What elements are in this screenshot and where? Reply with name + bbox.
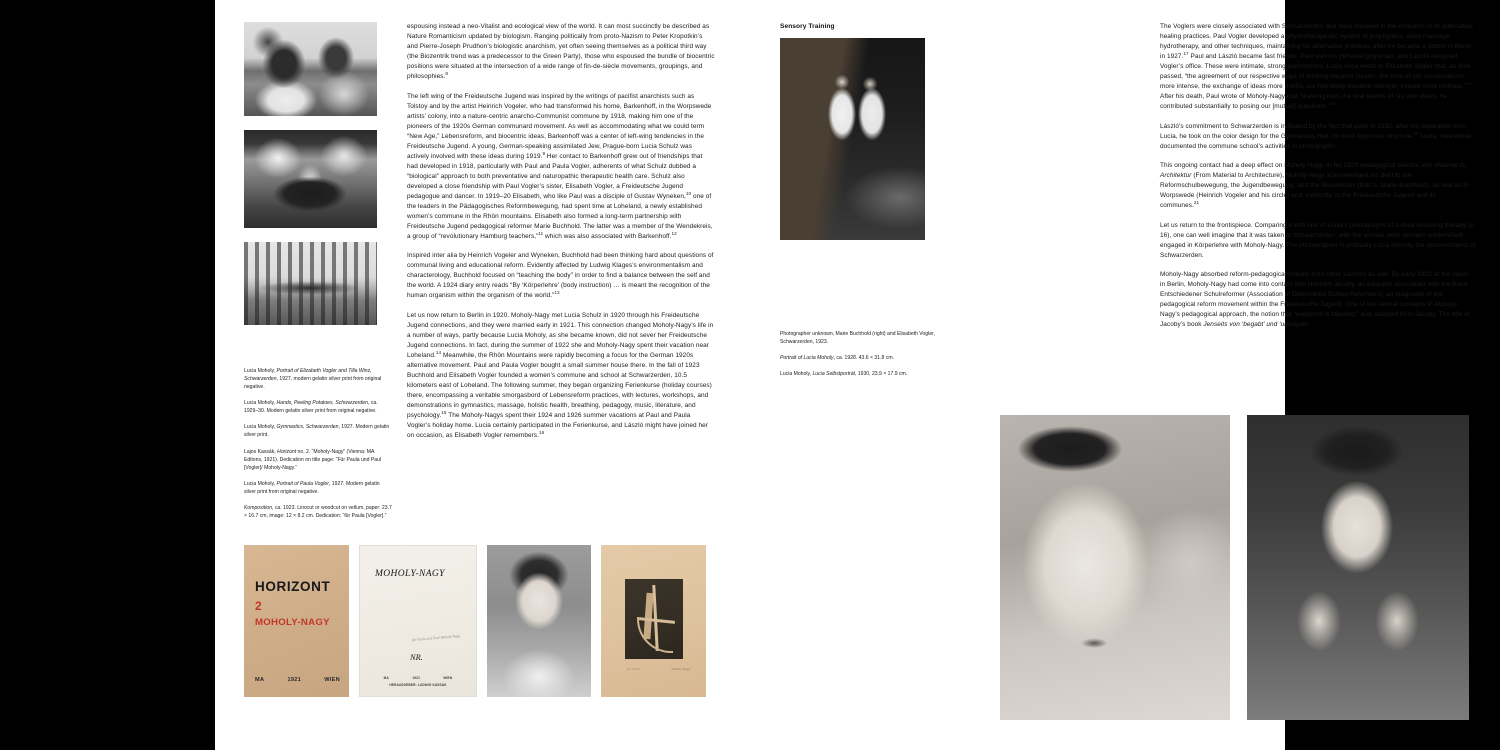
right-page-caption-list — [780, 330, 938, 378]
cover-subtitle: MOHOLY-NAGY — [255, 617, 330, 628]
print-plate — [625, 579, 683, 659]
photo-image — [244, 22, 377, 116]
cover-issue-number: 2 — [255, 599, 262, 613]
body-paragraph: This ongoing contact had a deep effect on Moholy-Nagy. In his 1929 pedagogical treatise Von Material zu Architektur (From Material to Architecture), Moholy-Nagy acknowledged his debt to the Reformschulbewegung, the Jugendbewegung, and the Wendekreis (that is, Marie Buchhold), as well as to Worpswede (Heinrich Vogeler and his circle) and, indirectly, to the Freideutsche Jugend and its communes.$^{21}$ — [1160, 162, 1469, 210]
photo-image — [487, 545, 591, 697]
cover-imprint — [372, 676, 464, 680]
caption-item: Lucia Moholy, Portrait of Elizabeth Vogler and Tilla Winz, Schwarzerden, 1927, modern gelatin silver print from original negative. — [244, 368, 382, 390]
photo-gymnastics-schwarzerden — [244, 242, 377, 325]
photo-image — [244, 242, 377, 325]
cover-horizont-no-2 — [244, 545, 349, 697]
body-paragraph: The Voglers were closely associated with Schwarzerden and were involved in the evolution of its alternative healing practices. Paul Vogler developed a physiotherapeutic system of prophylaxis, deep massage, hydrotherapy, and other techniques, maintaining his alternative practices after he became a doctor in Berlin in 1927.17 Paul and László became fast friends. Paul was his personal physician, and László designed Vogler’s office. These were intimate, strong connections. Lucia once wrote to Elizabeth Vogler that, as time passed, “the agreement of our respective ways of thinking became clearer, the tone of our conversations more intense, the exchange of ideas more fruitful, our friendship became stronger, indeed more intimate.”$^{18}$ After his death, Paul wrote of Moholy-Nagy that “drawing from the vital depths of his own views, he contributed substantially to posing our [mutual] questions.”$^{19}$ — [1160, 23, 1473, 110]
caption-item: Komposition, ca. 1923. Linocut or woodcut on vellum, paper: 23.7 × 16.7 cm, image: 12 × 8.2 cm. Dedication: “für Paula [Vogler].” — [244, 504, 392, 519]
photo-portrait-of-lucia-moholy — [1000, 415, 1230, 720]
photo-image — [780, 38, 925, 240]
body-paragraph: Inspired inter alia by Heinrich Vogeler and Wyneken, Buchhold had been thinking hard about questions of communal living and educational reform. Evidently affected by Ludwig Klages’s environmentalism and characterology, Buchhold focused on “teaching the body” in order to find a balance between the self and the world. A 1924 diary entry reads “By ‘Körperlehre’ (body instruction) … is meant the recognition of the human organism within the organism of the world.”$^{13}$ — [407, 252, 714, 300]
handwritten-dedication: für Paula und Paul Moholy-Nagy — [411, 633, 461, 643]
body-paragraph: espousing instead a neo-Vitalist and ecological view of the world. It can most succinctly be described as Nature Romanticism updated by biologism. Ranging politically from proto-Nazism to Peter Kropotkin’s and Pierre-Joseph Prudhon’s biologistic anarchism, yet often seeing themselves as a political third way (the Biozentrik trend was a predecessor to the Green Party), those who espoused the bundle of biocentric positions were situated at the intersection of a wide range of fin-de-siècle movements, groupings, and philosophies.$^8$ — [407, 23, 715, 80]
body-paragraph: Let us now return to Berlin in 1920. Moholy-Nagy met Lucia Schulz in 1920 through his Freideutsche Jugend connections, and they were married early in 1921. This connection changed Moholy-Nagy’s life in a number of ways, partly because Lucia Moholy, as she became known, did not sever her Freideutsche Jugend connections. In fact, during the summer of 1922 she and Moholy-Nagy spent their vacation near Loheland.$^{14}$ Meanwhile, the Rhön Mountains were rapidly becoming a focus for the German 1920s alternative movement. Paul and Paula Vogler bought a small summer house there. In the fall of 1923 Buchhold and Elisabeth Vogler founded a women’s commune and school at Schwarzerden, 10.5 kilometers east of Loheland. The following summer, they began organizing Ferienkurse (holiday courses) there, encompassing a veritable smorgasbord of Lebensreform practices, with lectures, workshops, and demonstrations in gymnastics, massage, holistic health, breathing, pedagogy, music, literature, and psychology.$^{15}$ The Moholy-Nagys spent their 1924 and 1926 summer vacations at Paul and Paula Vogler’s holiday home. Lucia certainly participated in the Ferienkurse, and László might have joined her on occasion, as Elisabeth Vogler remembers.$^{16}$ — [407, 311, 714, 439]
photo-portrait-elisabeth-vogler-tilla-winz — [244, 22, 377, 116]
body-paragraph: László’s commitment to Schwarzerden is indicated by the fact that even in 1930, after his separation from Lucia, he took on the color design for the Gymnastics Hall, its most important structure.$^{20}$ Lucia, meanwhile, documented the commune school’s activities in photographs. — [1160, 122, 1474, 150]
body-paragraph: Moholy-Nagy absorbed reform-pedagogical notions from other sources as well. By early 1923 at the latest, in Berlin, Moholy-Nagy had come into contact with Heinrich Jacoby, an educator associated with the Bund Entschiedener Schulreformer (Association of Determined School Reformers), an outgrowth of the pedagogical reform movement within the Freideutsche Jugend. One of the central concepts in Moholy-Nagy’s pedagogical approach, the notion that “everyone is talented,” was adopted from Jacoby. The title of Jacoby’s book Jenseits von ‘begabt’ und ‘unbegabt’ — [1160, 271, 1470, 329]
section-heading-sensory-training: Sensory Training — [780, 23, 835, 30]
print-dedication: für Paula — [627, 667, 640, 671]
right-page — [735, 0, 1476, 750]
imprint-city: WIEN — [443, 676, 453, 680]
caption-item: Lucia Moholy, Portrait of Paula Vogler, 1927. Modern gelatin silver print from original negative. — [244, 480, 380, 495]
cover-nr-label: NR. — [410, 653, 423, 662]
photo-image — [1000, 415, 1230, 720]
photo-marie-buchhold-and-elisabeth-vogler — [780, 38, 925, 240]
caption-item: Lajos Kassák, Horizont no. 2. “Moholy-Nagy” (Vienna: MA Editons, 1921). Dedication on title page: “Für Paula und Paul [Vogler]/ Moholy-Nagy.” — [244, 448, 382, 471]
imprint-year: 1921 — [412, 676, 420, 680]
left-page-body-text — [407, 22, 715, 441]
photo-hands-peeling-potatoes — [244, 130, 377, 228]
caption-item: Portrait of Lucia Moholy, ca. 1928. 43.6 × 31.8 cm. — [780, 355, 894, 362]
print-shape-arc — [637, 617, 673, 653]
photo-image — [244, 130, 377, 228]
imprint-year: 1921 — [287, 677, 302, 683]
print-komposition-linocut — [601, 545, 706, 697]
cover-title: HORIZONT — [255, 579, 331, 594]
right-page-body-text — [1160, 22, 1476, 330]
imprint-city: WIEN — [324, 677, 340, 683]
imprint-publisher: MA — [383, 676, 389, 680]
cover-imprint — [255, 677, 340, 683]
caption-item: Lucia Moholy, Lucia Selbstporträt, 1930, 23.9 × 17.9 cm. — [780, 371, 908, 378]
left-page — [215, 0, 735, 750]
document-page-spread — [215, 0, 1476, 750]
photo-lucia-selbstportrait — [1247, 415, 1469, 720]
cover-moholy-nagy-title-page — [359, 545, 477, 697]
caption-item: Lucia Moholy, Hands, Peeling Potatoes, Schwarzerden, ca. 1929–30. Modern gelatin silver print from original negative. — [244, 400, 378, 415]
photo-portrait-of-paula-vogler — [487, 545, 591, 697]
photo-image — [1247, 415, 1469, 720]
body-paragraph: Let us return to the frontispiece. Comparing it with one of Lucia’s photographs of a child receiving therapy (p. 16), one can well imagine that it was taken at Schwarzerden, with the woman (who remains unidentified) engaged in Körperlehre with Moholy-Nagy. The photographer is probably Lucia Moholy, the documentarist of Schwarzerden. — [1160, 221, 1476, 259]
imprint-publisher: MA — [255, 677, 265, 683]
print-signature: Moholy-Nagy — [671, 667, 690, 671]
imprint-editor: HERAUSGEBER: LUDWIG KASSÁK — [389, 683, 447, 687]
cover-title: MOHOLY-NAGY — [375, 569, 445, 579]
caption-item: Photographer unknown, Marie Buchhold (right) and Elisabeth Vogler, Schwarzerden, 1923. — [780, 331, 935, 345]
left-page-caption-list — [244, 367, 392, 520]
body-paragraph: The left wing of the Freideutsche Jugend was inspired by the writings of pacifist anarchists such as Tolstoy and by the artist Heinrich Vogeler, who had transformed his home, Barkenhoff, in the Worpswede artists’ colony, into a nature-centric anarcho-Communist commune by 1918, making him one of the pioneers of the 1920s German communard movement. As well as accommodating what we could term “New Age,” Lebensreform, and biocentric ideas, Barkenhoff was a center of left-wing tendencies in the Freideutsche Jugend. A young, German-speaking assimilated Jew, Prague-born Lucia Schulz was actively involved with these ideas during 1919.$^9$ Her contact to Barkenhoff grew out of friendships that had developed in 1918, particularly with Paul and Paula Vogler, adherents of what Schulz dubbed a “biological” approach to both preventative and naturopathic therapeutic health care. Schulz also developed a close friendship with Paul Vogler’s sister, Elisabeth Vogler, a Freideutsche Jugend pedagogue and dancer. In 1919–20 Elisabeth, who like Paul was a disciple of Gustav Wyneken,$^{10}$ one of the leaders in the Pädagogisches Reformbewegung, had spent time at Loheland, a newly established women’s commune in the Rhön mountains. Elisabeth also formed a long-term partnership with Freideutsche Jugend pedagogical reformer Marie Buchhold. The latter was a member of the Wendekreis, a group of “revolutionary Hamburg teachers,”$^{11}$ which was also associated with Barkenhoff.$^{12}$ — [407, 92, 713, 240]
caption-item: Lucia Moholy, Gymnastics, Schwarzerden, 1927. Modern gelatin silver print. — [244, 424, 390, 439]
